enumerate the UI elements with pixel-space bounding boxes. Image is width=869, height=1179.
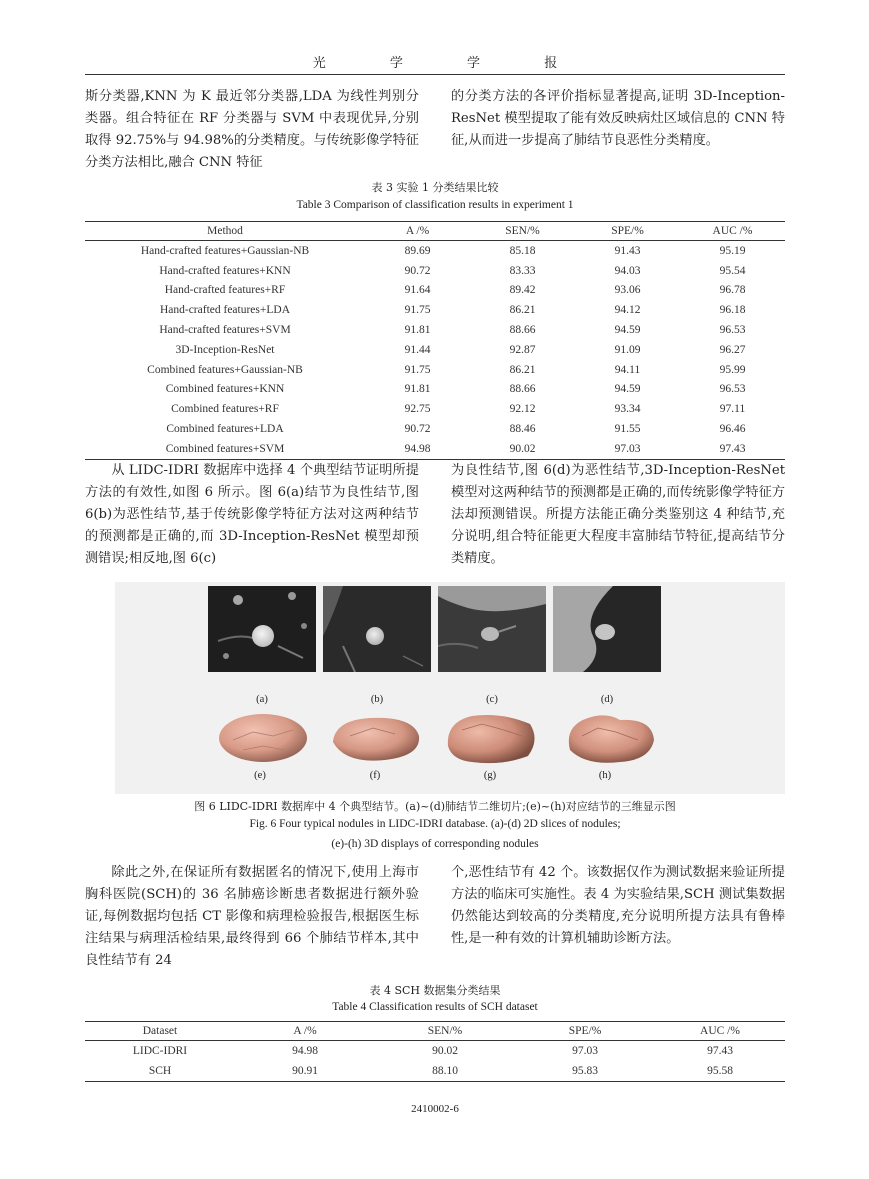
table3-row-cell: Hand-crafted features+SVM: [159, 324, 291, 337]
table3-row-cell: 95.19: [719, 244, 746, 257]
table3-row-cell: 91.64: [404, 284, 431, 297]
table3-row-cell: 92.87: [509, 343, 536, 356]
mid-right-paragraph: 为良性结节,图 6(d)为恶性结节,3D-Inception-ResNet 模型对这两种结节的预测都是正确的,而传统影像学特征方法却预测错误。所提方法能正确分类鉴别这 4 种结节,充分说明,组合特征能更大程度丰富肺结节特征,提高结节分类精度。: [451, 463, 785, 566]
table3-row-cell: 91.09: [614, 343, 641, 356]
table3-caption-en: Table 3 Comparison of classification results in experiment 1: [296, 199, 574, 211]
top-right-column: [451, 86, 785, 174]
table3-row-cell: 94.12: [614, 304, 641, 317]
table3-row: [85, 340, 785, 360]
table4-caption-en: Table 4 Classification results of SCH dataset: [332, 1001, 538, 1013]
table3-row-cell: 91.43: [614, 244, 641, 257]
bottom-right-paragraph: 个,恶性结节有 42 个。该数据仅作为测试数据来验证所提方法的临床可实施性。表 4 为实验结果,SCH 测试集数据仍然能达到较高的分类精度,充分说明所提方法具有鲁棒性,是一种有效的计算机辅助诊断方法。: [451, 865, 785, 946]
table3-header-row: [85, 222, 785, 241]
table3-row-cell: 86.21: [509, 363, 536, 376]
table3-row-cell: 96.53: [719, 324, 746, 337]
table3-row-cell: 91.75: [404, 363, 431, 376]
table3-row-cell: 88.46: [509, 423, 536, 436]
table4-header-accuracy: A /%: [235, 1022, 375, 1041]
page-number: 2410002-6: [411, 1103, 459, 1115]
figure6-label-a: (a): [256, 694, 268, 705]
nodule-slice-d: [553, 586, 661, 672]
table3-row-cell: 97.43: [680, 439, 785, 459]
table3-row-cell: 96.27: [719, 343, 746, 356]
table4-row: [85, 1041, 785, 1061]
table3-caption-cn: 表 3 实验 1 分类结果比较: [371, 181, 499, 194]
nodule-slice-a: [208, 586, 316, 672]
running-title: 光 学 学 报: [312, 56, 588, 71]
mid-text-columns: [85, 460, 785, 570]
table4-row-cell: 95.83: [515, 1061, 655, 1081]
mid-left-paragraph: 从 LIDC-IDRI 数据库中选择 4 个典型结节证明所提方法的有效性,如图 6 所示。图 6(a)结节为良性结节,图 6(b)为恶性结节,基于传统影像学特征方法对这两种结节的预测都是正确的,而 3D-Inception-ResNet 模型却预测错误;相反地,图 6(c): [85, 463, 419, 566]
table3-row-cell: Combined features+RF: [171, 403, 279, 416]
figure6-caption-en-line1: Fig. 6 Four typical nodules in LIDC-IDRI database. (a)-(d) 2D slices of nodules;: [249, 818, 621, 830]
table3-row-cell: 94.59: [614, 324, 641, 337]
table3-row-cell: 95.54: [719, 264, 746, 277]
table4-caption-cn: 表 4 SCH 数据集分类结果: [369, 984, 501, 997]
table3-row-cell: Hand-crafted features+KNN: [159, 264, 291, 277]
table3-row-cell: 91.75: [404, 304, 431, 317]
mid-left-column: [85, 460, 419, 570]
table3-row-cell: 83.33: [509, 264, 536, 277]
figure6: [115, 582, 785, 794]
table4-row-cell: 90.02: [432, 1044, 458, 1057]
table3-row-cell: 92.12: [509, 403, 536, 416]
figure6-label-h: (h): [598, 770, 612, 781]
table3-row-cell: 91.55: [614, 423, 641, 436]
table3-row-cell: 89.69: [404, 244, 431, 257]
table4-row-cell: LIDC-IDRI: [132, 1044, 188, 1057]
figure6-label-d: (d): [600, 694, 614, 705]
table3-row: [85, 320, 785, 340]
table3-row: [85, 300, 785, 320]
table3-row: [85, 419, 785, 439]
nodule-mesh-g: [442, 710, 542, 768]
table3-header-method: Method: [85, 222, 365, 241]
table3-row-cell: 94.59: [614, 383, 641, 396]
table4-row-cell: 97.03: [572, 1044, 598, 1057]
table3-row-cell: 96.53: [719, 383, 746, 396]
table3-row-cell: Hand-crafted features+RF: [164, 284, 286, 297]
top-left-paragraph: 斯分类器,KNN 为 K 最近邻分类器,LDA 为线性判别分类器。组合特征在 RF 分类器与 SVM 中表现优异,分别取得 92.75%与 94.98%的分类精度。与传统影像学特征分类方法相比,融合 CNN 特征: [85, 89, 419, 170]
top-left-column: [85, 86, 419, 174]
nodule-slice-c: [438, 586, 546, 672]
table3-row-cell: 93.06: [614, 284, 641, 297]
table4-header-auc: AUC /%: [655, 1022, 785, 1041]
table3-row-cell: Hand-crafted features+Gaussian-NB: [140, 244, 310, 257]
table3-row-cell: 90.02: [470, 439, 575, 459]
table3-row-cell: Combined features+LDA: [166, 423, 284, 436]
table4-header-sensitivity: SEN/%: [375, 1022, 515, 1041]
table3-row-cell: 91.81: [404, 383, 431, 396]
table3-row-cell: Hand-crafted features+LDA: [159, 304, 291, 317]
figure6-label-c: (c): [486, 694, 498, 705]
table4-row-cell: 95.58: [655, 1061, 785, 1081]
table3-row-cell: 90.72: [404, 423, 431, 436]
table3-row-cell: 91.44: [404, 343, 431, 356]
table4-row-cell: 97.43: [707, 1044, 733, 1057]
figure6-caption-en-line2: (e)-(h) 3D displays of corresponding nodules: [331, 838, 539, 850]
bottom-left-paragraph: 除此之外,在保证所有数据匿名的情况下,使用上海市胸科医院(SCH)的 36 名肺癌诊断患者数据进行额外验证,每例数据均包括 CT 影像和病理检验报告,根据医生标注结果与病理活检结果,最终得到 66 个肺结节样本,其中良性结节有 24: [85, 865, 419, 968]
figure6-label-g: (g): [483, 770, 497, 781]
table4-header-dataset: Dataset: [85, 1022, 235, 1041]
header-rule: [85, 74, 785, 75]
table3-row-cell: 3D-Inception-ResNet: [175, 343, 275, 356]
table3-header-accuracy: A /%: [365, 222, 470, 241]
table3-row-cell: 89.42: [509, 284, 536, 297]
table3-row-cell: 92.75: [404, 403, 431, 416]
table4: [85, 1021, 785, 1082]
table4-row-cell: 88.10: [375, 1061, 515, 1081]
table3-row-cell: 96.18: [719, 304, 746, 317]
nodule-mesh-h: [560, 710, 660, 768]
table3-row-cell: Combined features+Gaussian-NB: [147, 363, 303, 376]
nodule-mesh-f: [325, 710, 425, 768]
table3-row-cell: 91.81: [404, 324, 431, 337]
nodule-mesh-e: [213, 710, 313, 768]
table3-row-cell: 94.03: [614, 264, 641, 277]
table3-row: [85, 439, 785, 459]
table3-row-cell: 97.11: [719, 403, 746, 416]
table4-row: [85, 1061, 785, 1081]
table3-row-cell: Combined features+KNN: [165, 383, 285, 396]
table3-row: [85, 399, 785, 419]
table3-row-cell: 94.98: [365, 439, 470, 459]
table3-row-cell: 86.21: [509, 304, 536, 317]
table4-row-cell: 94.98: [292, 1044, 318, 1057]
table3-row-cell: 97.03: [575, 439, 680, 459]
figure6-label-f: (f): [369, 770, 381, 781]
table3-row-cell: 85.18: [509, 244, 536, 257]
table3-row-cell: Combined features+SVM: [85, 439, 365, 459]
table3-row-cell: 96.46: [719, 423, 746, 436]
table3-row-cell: 95.99: [719, 363, 746, 376]
table3-row-cell: 90.72: [404, 264, 431, 277]
table3-row: [85, 281, 785, 301]
table3-header-sensitivity: SEN/%: [470, 222, 575, 241]
top-right-paragraph: 的分类方法的各评价指标显著提高,证明 3D-Inception-ResNet 模型提取了能有效反映病灶区域信息的 CNN 特征,从而进一步提高了肺结节良恶性分类精度。: [451, 89, 785, 148]
table4-header-row: [85, 1022, 785, 1041]
table3-row-cell: 93.34: [614, 403, 641, 416]
bottom-right-column: [451, 862, 785, 972]
table3-row-cell: 88.66: [509, 383, 536, 396]
figure6-label-e: (e): [254, 770, 266, 781]
nodule-slice-b: [323, 586, 431, 672]
bottom-left-column: [85, 862, 419, 972]
table3-row: [85, 380, 785, 400]
table3-row: [85, 241, 785, 261]
figure6-caption-cn: 图 6 LIDC-IDRI 数据库中 4 个典型结节。(a)~(d)肺结节二维切片;(e)~(h)对应结节的三维显示图: [194, 800, 676, 813]
table3-row: [85, 261, 785, 281]
table3-row: [85, 360, 785, 380]
table3-row-cell: 94.11: [614, 363, 641, 376]
table3-row-cell: 96.78: [719, 284, 746, 297]
table3: [85, 221, 785, 460]
table4-header-specificity: SPE/%: [515, 1022, 655, 1041]
top-text-columns: [85, 86, 785, 174]
bottom-text-columns: [85, 862, 785, 972]
figure6-label-b: (b): [370, 694, 384, 705]
mid-right-column: [451, 460, 785, 570]
table4-row-cell: 90.91: [235, 1061, 375, 1081]
table3-header-specificity: SPE/%: [575, 222, 680, 241]
table3-header-auc: AUC /%: [680, 222, 785, 241]
table3-row-cell: 88.66: [509, 324, 536, 337]
table4-row-cell: SCH: [85, 1061, 235, 1081]
